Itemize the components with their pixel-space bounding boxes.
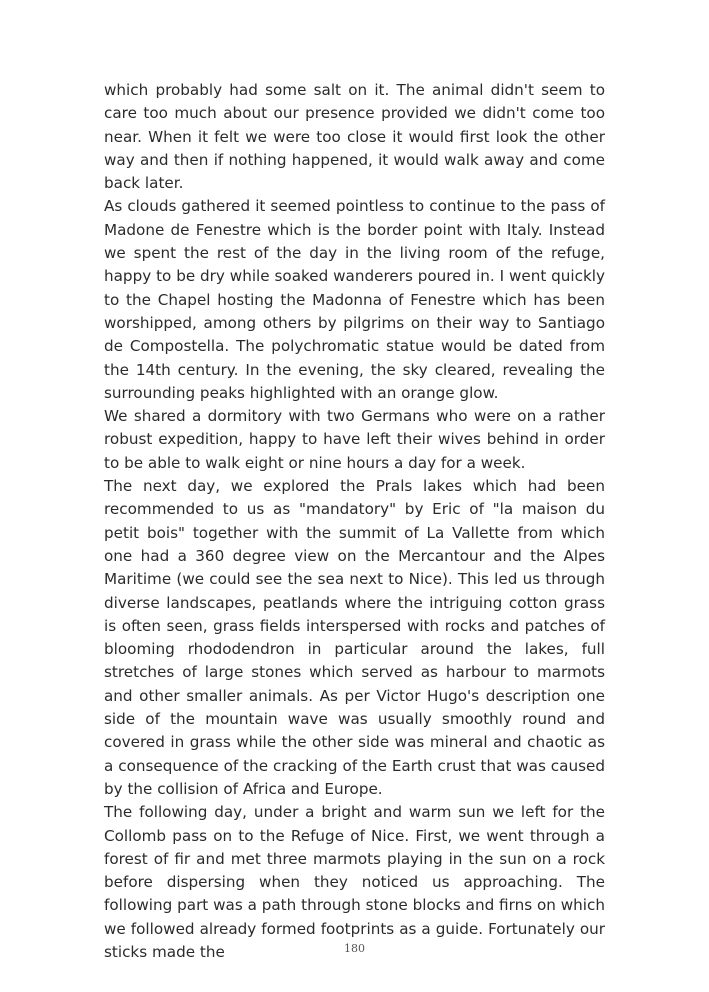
body-text bbox=[104, 79, 605, 964]
paragraph-4: The next day, we explored the Prals lakes which had been recommended to us as "mandatory" by Eric of "la maison du petit bois" together with the summit of La Vallette from which one had a 360 degree view on the Mercantour and the Alpes Maritime (we could see the sea next to Nice). This led us through diverse landscapes, peatlands where the intriguing cotton grass is often seen, grass fields interspersed with rocks and patches of blooming rhododendron in particular around the lakes, full stretches of large stones which served as harbour to marmots and other smaller animals. As per Victor Hugo's description one side of the mountain wave was usually smoothly round and covered in grass while the other side was mineral and chaotic as a consequence of the cracking of the Earth crust that was caused by the collision of Africa and Europe. bbox=[104, 477, 605, 798]
page-number: 180 bbox=[344, 942, 365, 955]
paragraph-5: The following day, under a bright and warm sun we left for the Collomb pass on to the Refuge of Nice. First, we went through a forest of fir and met three marmots playing in the sun on a rock before dispersing when they noticed us approaching. The following part was a path through stone blocks and firns on which we followed already formed footprints as a guide. Fortunately our sticks made the bbox=[104, 803, 605, 961]
paragraph-1: which probably had some salt on it. The animal didn't seem to care too much about our presence provided we didn't come too near. When it felt we were too close it would first look the other way and then if nothing happened, it would walk away and come back later. bbox=[104, 81, 605, 193]
paragraph-2: As clouds gathered it seemed pointless to continue to the pass of Madone de Fenestre which is the border point with Italy. Instead we spent the rest of the day in the living room of the refuge, happy to be dry while soaked wanderers poured in. I went quickly to the Chapel hosting the Madonna of Fenestre which has been worshipped, among others by pilgrims on their way to Santiago de Compostella. The polychromatic statue would be dated from the 14th century. In the evening, the sky cleared, revealing the surrounding peaks highlighted with an orange glow. bbox=[104, 197, 605, 402]
paragraph-3: We shared a dormitory with two Germans who were on a rather robust expedition, happy to have left their wives behind in order to be able to walk eight or nine hours a day for a week. bbox=[104, 407, 605, 472]
